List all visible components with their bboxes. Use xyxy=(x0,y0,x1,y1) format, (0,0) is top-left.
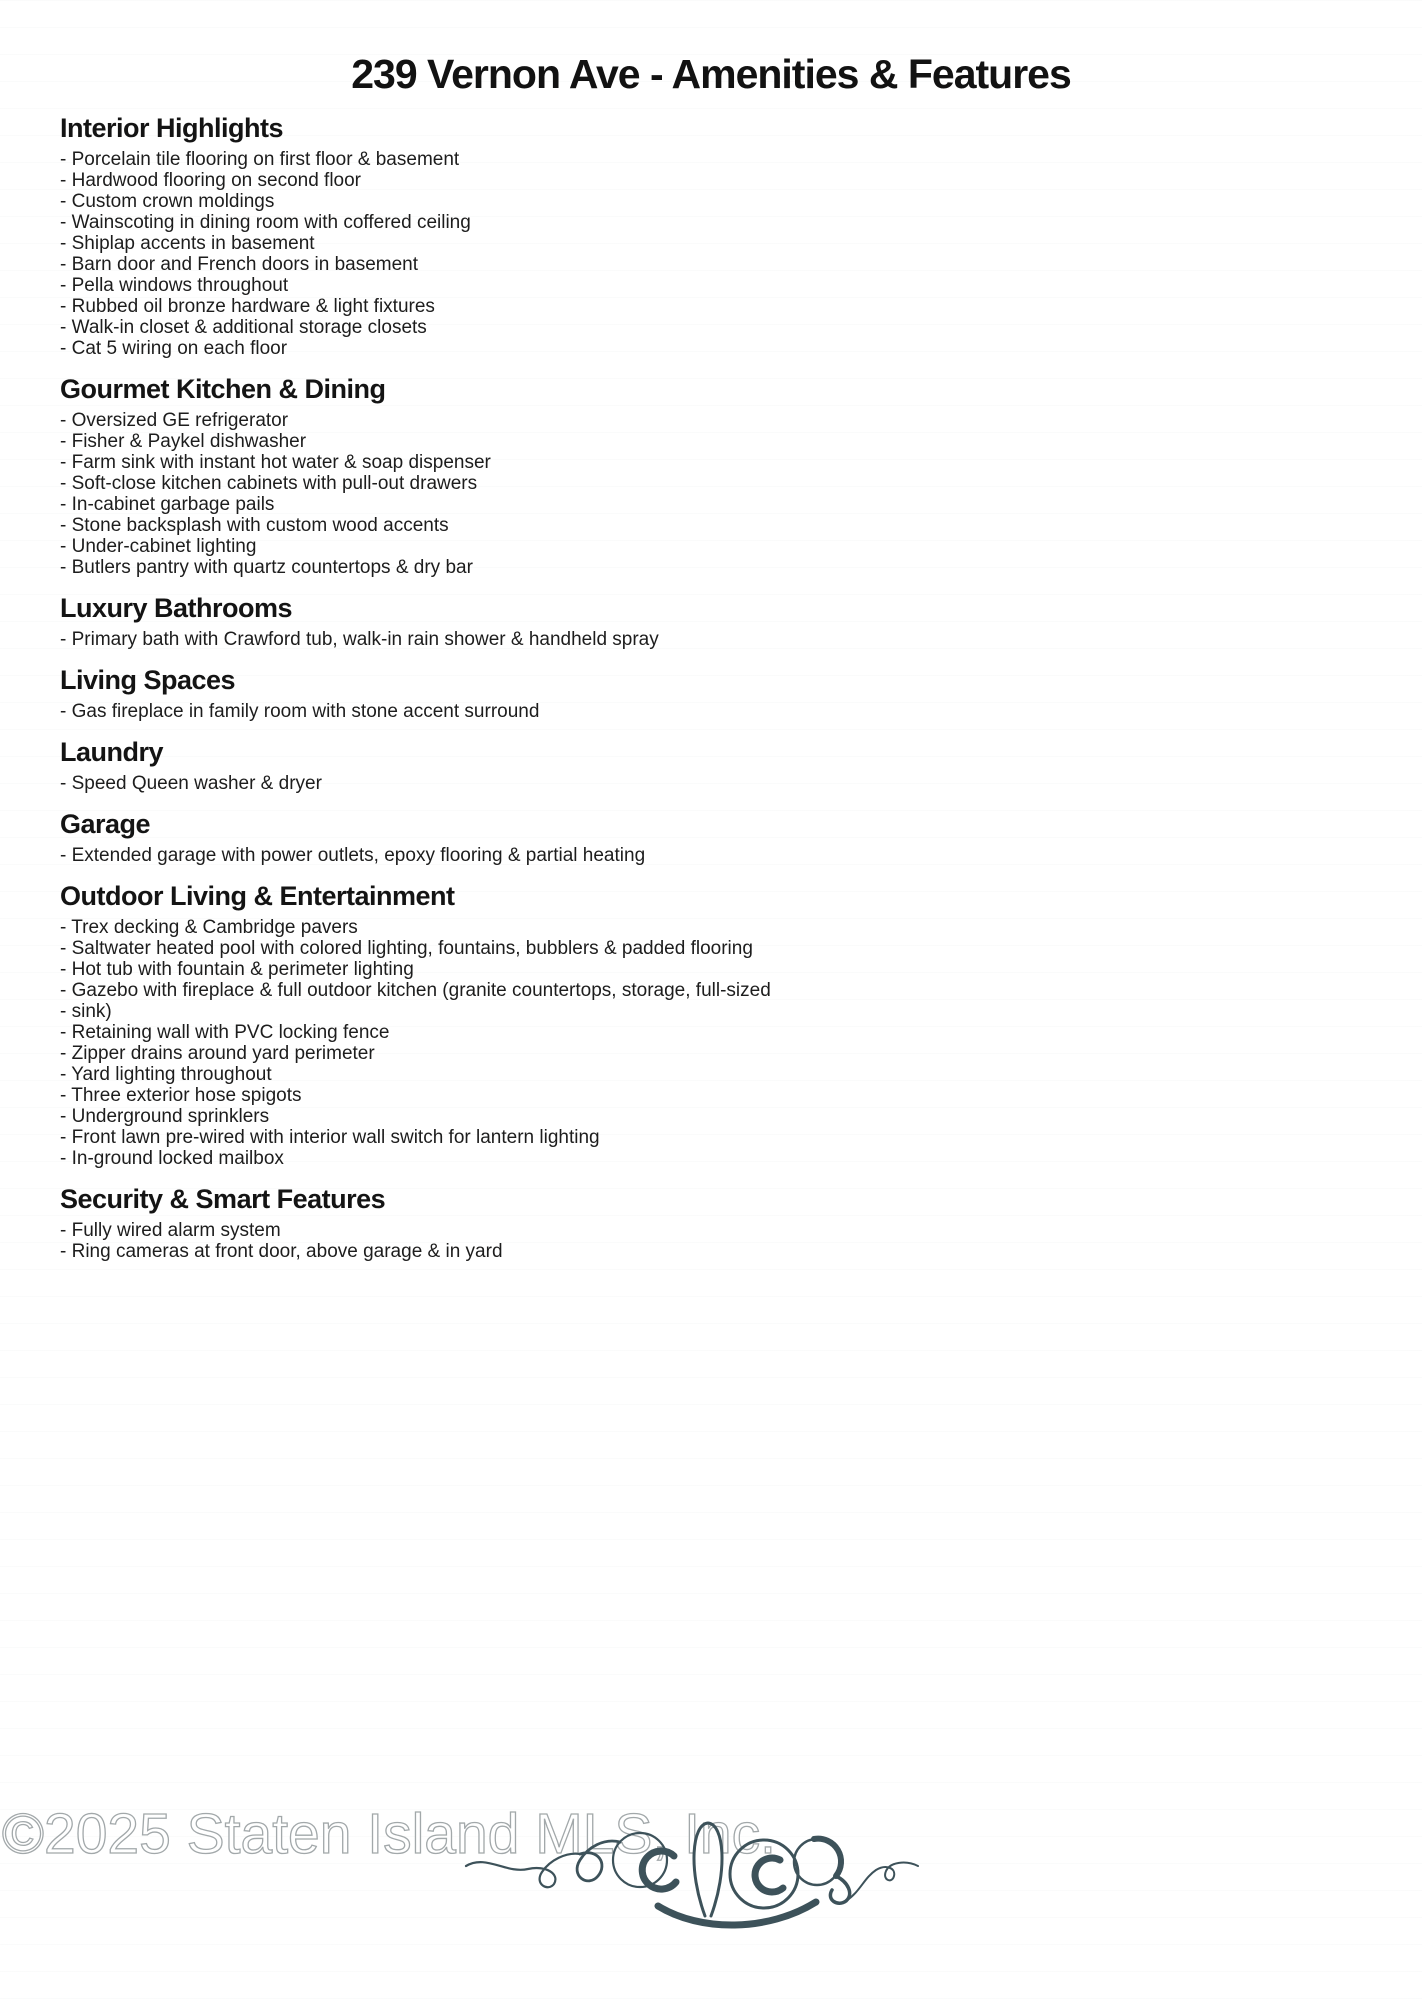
section-heading: Gourmet Kitchen & Dining xyxy=(60,374,386,404)
feature-line: - Zipper drains around yard perimeter xyxy=(60,1043,375,1064)
feature-line: - Under-cabinet lighting xyxy=(60,536,257,557)
feature-line: - Fully wired alarm system xyxy=(60,1220,281,1241)
watermark-text: ©2025 Staten Island MLS, Inc. xyxy=(2,1802,776,1866)
section-items xyxy=(60,917,1362,1169)
section-heading: Garage xyxy=(60,809,151,839)
feature-section xyxy=(60,374,1362,578)
feature-line: - Saltwater heated pool with colored lighting, fountains, bubblers & padded flooring xyxy=(60,938,753,959)
feature-line: - Rubbed oil bronze hardware & light fixtures xyxy=(60,296,435,317)
section-items xyxy=(60,149,1362,359)
flourish-icon xyxy=(462,1808,922,1958)
feature-line: - In-cabinet garbage pails xyxy=(60,494,275,515)
feature-line: - Walk-in closet & additional storage closets xyxy=(60,317,427,338)
feature-line: - Soft-close kitchen cabinets with pull-out drawers xyxy=(60,473,478,494)
feature-line: - Gas fireplace in family room with stone accent surround xyxy=(60,701,540,722)
section-items xyxy=(60,845,1362,866)
feature-line: - Trex decking & Cambridge pavers xyxy=(60,917,358,938)
section-items xyxy=(60,773,1362,794)
feature-section xyxy=(60,881,1362,1169)
feature-line: - Cat 5 wiring on each floor xyxy=(60,338,288,359)
feature-line: - Custom crown moldings xyxy=(60,191,275,212)
feature-line: - Hot tub with fountain & perimeter lighting xyxy=(60,959,414,980)
feature-section xyxy=(60,737,1362,794)
feature-line: - Wainscoting in dining room with coffered ceiling xyxy=(60,212,471,233)
feature-line: - In-ground locked mailbox xyxy=(60,1148,284,1169)
section-items xyxy=(60,1220,1362,1262)
section-heading: Laundry xyxy=(60,737,164,767)
feature-line: - Barn door and French doors in basement xyxy=(60,254,419,275)
page-title: 239 Vernon Ave - Amenities & Features xyxy=(351,51,1071,97)
feature-line: - Retaining wall with PVC locking fence xyxy=(60,1022,390,1043)
feature-line: - Butlers pantry with quartz countertops & dry bar xyxy=(60,557,473,578)
feature-line: - Three exterior hose spigots xyxy=(60,1085,302,1106)
feature-line: - Fisher & Paykel dishwasher xyxy=(60,431,307,452)
feature-section xyxy=(60,665,1362,722)
feature-line: - Extended garage with power outlets, epoxy flooring & partial heating xyxy=(60,845,646,866)
feature-section xyxy=(60,593,1362,650)
feature-line: - Pella windows throughout xyxy=(60,275,289,296)
section-items xyxy=(60,629,1362,650)
section-heading: Security & Smart Features xyxy=(60,1184,386,1214)
feature-line: - Porcelain tile flooring on first floor & basement xyxy=(60,149,460,170)
feature-line: - Ring cameras at front door, above garage & in yard xyxy=(60,1241,503,1262)
feature-line: - Hardwood flooring on second floor xyxy=(60,170,362,191)
feature-line: - Underground sprinklers xyxy=(60,1106,270,1127)
feature-line: - Gazebo with fireplace & full outdoor kitchen (granite countertops, storage, full-sized xyxy=(60,980,771,1001)
section-heading: Outdoor Living & Entertainment xyxy=(60,881,455,911)
feature-line: - Farm sink with instant hot water & soap dispenser xyxy=(60,452,491,473)
section-heading: Luxury Bathrooms xyxy=(60,593,293,623)
feature-sections xyxy=(60,113,1362,1262)
feature-line: - Speed Queen washer & dryer xyxy=(60,773,322,794)
section-heading: Interior Highlights xyxy=(60,113,283,143)
feature-section xyxy=(60,1184,1362,1262)
feature-section xyxy=(60,809,1362,866)
feature-line: - Stone backsplash with custom wood accents xyxy=(60,515,449,536)
feature-line: - Primary bath with Crawford tub, walk-in rain shower & handheld spray xyxy=(60,629,659,650)
feature-line: - Front lawn pre-wired with interior wall switch for lantern lighting xyxy=(60,1127,600,1148)
feature-line: - Oversized GE refrigerator xyxy=(60,410,289,431)
feature-line: - sink) xyxy=(60,1001,112,1022)
feature-line: - Yard lighting throughout xyxy=(60,1064,272,1085)
mls-watermark xyxy=(0,1800,1422,2000)
section-heading: Living Spaces xyxy=(60,665,236,695)
section-items xyxy=(60,701,1362,722)
section-items xyxy=(60,410,1362,578)
feature-section xyxy=(60,113,1362,359)
feature-line: - Shiplap accents in basement xyxy=(60,233,315,254)
